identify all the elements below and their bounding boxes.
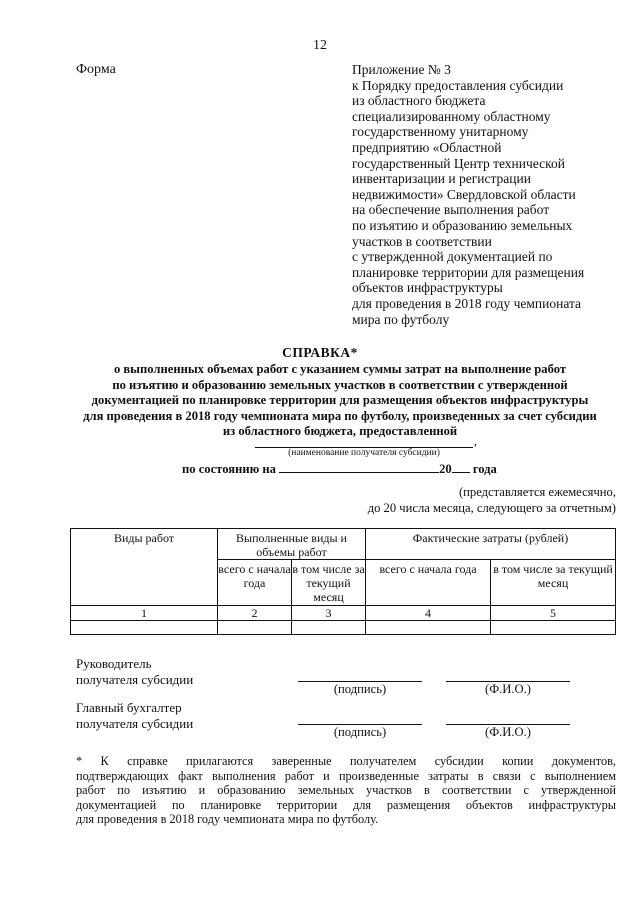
report-table <box>70 528 616 635</box>
signature-label-line1: Главный бухгалтер <box>76 700 182 715</box>
subheader-costs-month: в том числе за текущий месяц <box>491 560 616 606</box>
appendix-line: мира по футболу <box>352 311 450 327</box>
appendix-line: предприятию «Областной <box>352 139 502 155</box>
accountant-name-caption: (Ф.И.О.) <box>485 725 531 739</box>
appendix-line: участков в соответствии <box>352 233 492 249</box>
header-actual-costs: Фактические затраты (рублей) <box>366 529 616 560</box>
subtitle-line: для проведения в 2018 году чемпионата мира по футболу, произведенных за счет субсидии <box>83 408 597 423</box>
table-cell[interactable] <box>218 621 292 635</box>
form-label: Форма <box>76 62 116 77</box>
subheader-done-month: в том числе за текущий месяц <box>292 560 366 606</box>
accountant-signature-caption: (подпись) <box>333 725 387 739</box>
subtitle-line: из областного бюджета, предоставленной <box>222 424 458 438</box>
signature-label-line2: получателя субсидии <box>76 672 194 687</box>
as-of-date-field[interactable] <box>279 460 439 473</box>
column-number: 3 <box>292 606 366 621</box>
signature-block-accountant <box>76 700 193 732</box>
column-number: 2 <box>218 606 292 621</box>
subheader-costs-total: всего с начала года <box>366 560 491 606</box>
year-field[interactable] <box>452 460 470 473</box>
appendix-line: к Порядку предоставления субсидии <box>352 77 564 93</box>
appendix-block <box>352 62 584 327</box>
recipient-caption: (наименование получателя субсидии) <box>288 448 440 458</box>
page-number: 12 <box>313 38 327 53</box>
subtitle-line: о выполненных объемах работ с указанием суммы затрат на выполнение работ <box>113 362 567 376</box>
appendix-line: государственный Центр технической <box>352 155 565 171</box>
director-name-caption: (Ф.И.О.) <box>485 682 531 696</box>
appendix-line: объектов инфраструктуры <box>352 280 503 296</box>
signature-label-line1: Руководитель <box>76 656 152 671</box>
table-cell[interactable] <box>292 621 366 635</box>
header-work-types: Виды работ <box>71 529 218 606</box>
note-line: до 20 числа месяца, следующего за отчетным) <box>367 501 616 515</box>
footnote-line: подтверждающих факт выполнения работ и произведенные затраты в связи с выполнением <box>76 768 616 783</box>
footnote-line: * К справке прилагаются заверенные получателем субсидии копии документов, <box>76 754 616 768</box>
column-number: 5 <box>491 606 616 621</box>
column-number: 1 <box>71 606 218 621</box>
appendix-line: с утвержденной документацией по <box>352 249 553 265</box>
document-title: СПРАВКА* <box>282 345 358 360</box>
submission-note <box>340 484 616 516</box>
year-prefix: 20 <box>439 462 452 476</box>
appendix-line: на обеспечение выполнения работ <box>352 202 550 218</box>
appendix-line: специализированному областному <box>352 108 551 124</box>
table-cell[interactable] <box>366 621 491 635</box>
column-number: 4 <box>366 606 491 621</box>
signature-block-director <box>76 656 193 688</box>
note-line: (представляется ежемесячно, <box>458 485 616 499</box>
signature-label-line2: получателя субсидии <box>76 716 194 731</box>
director-signature-caption: (подпись) <box>333 682 387 696</box>
subheader-done-total: всего с начала года <box>218 560 292 606</box>
appendix-line: для проведения в 2018 году чемпионата <box>352 295 582 311</box>
appendix-line: государственному унитарному <box>352 124 529 140</box>
as-of-label: по состоянию на <box>182 462 276 476</box>
appendix-line: инвентаризации и регистрации <box>352 171 531 187</box>
appendix-line: недвижимости» Свердловской области <box>352 186 576 202</box>
header-work-done: Выполненные виды и объемы работ <box>218 529 366 560</box>
as-of-date-line <box>182 460 497 477</box>
subtitle-line: документацией по планировке территории для размещения объектов инфраструктуры <box>91 393 589 407</box>
footnote-line: работ по изъятию и образованию земельных участков в соответствии с утвержденной <box>76 783 616 798</box>
footnote-line: документацией по планировке территории для размещения объектов инфраструктуры <box>76 797 616 812</box>
footnote <box>76 754 616 827</box>
recipient-comma: , <box>474 434 477 448</box>
table-cell[interactable] <box>491 621 616 635</box>
appendix-line: планировке территории для размещения <box>352 264 585 280</box>
appendix-line: Приложение № 3 <box>352 62 451 77</box>
footnote-line: для проведения в 2018 году чемпионата мира по футболу. <box>76 812 379 827</box>
appendix-line: по изъятию и образованию земельных <box>352 217 573 233</box>
appendix-line: из областного бюджета <box>352 93 486 109</box>
year-suffix: года <box>472 462 497 476</box>
subtitle-line: по изъятию и образованию земельных участков в соответствии с утвержденной <box>112 377 568 392</box>
table-cell[interactable] <box>71 621 218 635</box>
document-subtitle <box>60 362 620 440</box>
